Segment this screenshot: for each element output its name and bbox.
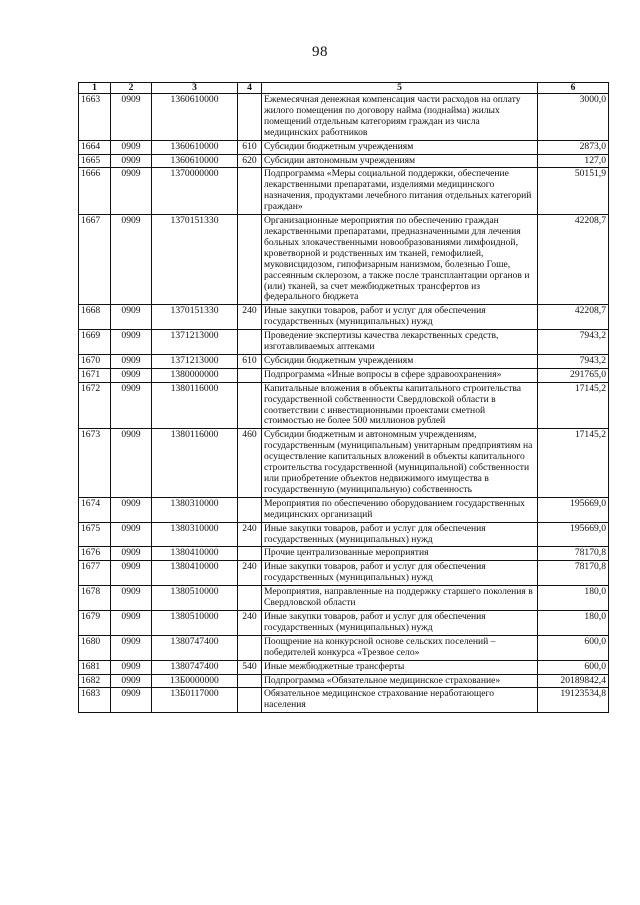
row-number-cell: 1680 — [79, 635, 111, 660]
table-row — [79, 368, 609, 382]
column-header: 6 — [538, 83, 609, 94]
table-row — [79, 168, 609, 215]
page-number: 98 — [312, 44, 328, 60]
amount-cell: 195669,0 — [538, 522, 609, 547]
target-code-cell: 1380116000 — [152, 382, 238, 429]
amount-cell: 600,0 — [538, 660, 609, 674]
amount-cell: 600,0 — [538, 635, 609, 660]
column-header: 1 — [79, 83, 111, 94]
section-code-cell: 0909 — [111, 522, 152, 547]
amount-cell: 78170,8 — [538, 547, 609, 561]
row-number-cell: 1677 — [79, 561, 111, 586]
expense-type-cell: 240 — [238, 305, 262, 330]
section-code-cell: 0909 — [111, 354, 152, 368]
amount-cell: 195669,0 — [538, 497, 609, 522]
item-name-cell: Субсидии автономным учреждениям — [262, 154, 538, 168]
target-code-cell: 1380510000 — [152, 610, 238, 635]
section-code-cell: 0909 — [111, 688, 152, 713]
expense-type-cell: 610 — [238, 140, 262, 154]
item-name-cell: Подпрограмма «Обязательное медицинское страхование» — [262, 674, 538, 688]
budget-table — [78, 82, 609, 713]
target-code-cell: 13Б0000000 — [152, 674, 238, 688]
item-name-cell: Подпрограмма «Иные вопросы в сфере здравоохранения» — [262, 368, 538, 382]
expense-type-cell — [238, 635, 262, 660]
row-number-cell: 1676 — [79, 547, 111, 561]
table-row — [79, 586, 609, 611]
target-code-cell: 1380747400 — [152, 660, 238, 674]
table-row — [79, 354, 609, 368]
expense-type-cell — [238, 382, 262, 429]
row-number-cell: 1666 — [79, 168, 111, 215]
item-name-cell: Обязательное медицинское страхование неработающего населения — [262, 688, 538, 713]
item-name-cell: Мероприятия по обеспечению оборудованием государственных медицинских организаций — [262, 497, 538, 522]
section-code-cell: 0909 — [111, 154, 152, 168]
item-name-cell: Поощрение на конкурсной основе сельских поселений – победителей конкурса «Трезвое село» — [262, 635, 538, 660]
target-code-cell: 1380310000 — [152, 522, 238, 547]
expense-type-cell — [238, 688, 262, 713]
row-number-cell: 1683 — [79, 688, 111, 713]
section-code-cell: 0909 — [111, 94, 152, 141]
item-name-cell: Субсидии бюджетным учреждениям — [262, 354, 538, 368]
expense-type-cell — [238, 547, 262, 561]
target-code-cell: 1370151330 — [152, 305, 238, 330]
amount-cell: 42208,7 — [538, 305, 609, 330]
target-code-cell: 1380510000 — [152, 586, 238, 611]
table-row — [79, 547, 609, 561]
row-number-cell: 1672 — [79, 382, 111, 429]
expense-type-cell: 460 — [238, 429, 262, 497]
item-name-cell: Иные межбюджетные трансферты — [262, 660, 538, 674]
row-number-cell: 1681 — [79, 660, 111, 674]
section-code-cell: 0909 — [111, 674, 152, 688]
amount-cell: 20189842,4 — [538, 674, 609, 688]
row-number-cell: 1663 — [79, 94, 111, 141]
target-code-cell: 1380116000 — [152, 429, 238, 497]
target-code-cell: 1380310000 — [152, 497, 238, 522]
row-number-cell: 1679 — [79, 610, 111, 635]
item-name-cell: Иные закупки товаров, работ и услуг для обеспечения государственных (муниципальных) нужд — [262, 522, 538, 547]
target-code-cell: 1380410000 — [152, 547, 238, 561]
table-row — [79, 94, 609, 141]
expense-type-cell — [238, 330, 262, 355]
expense-type-cell: 240 — [238, 522, 262, 547]
section-code-cell: 0909 — [111, 547, 152, 561]
table-row — [79, 154, 609, 168]
item-name-cell: Ежемесячная денежная компенсация части расходов на оплату жилого помещения по договору найма (поднайма) жилых помещений отдельным категориям граждан из числа медицинских работников — [262, 94, 538, 141]
item-name-cell: Мероприятия, направленные на поддержку старшего поколения в Свердловской области — [262, 586, 538, 611]
section-code-cell: 0909 — [111, 586, 152, 611]
target-code-cell: 1360610000 — [152, 94, 238, 141]
expense-type-cell — [238, 586, 262, 611]
section-code-cell: 0909 — [111, 497, 152, 522]
section-code-cell: 0909 — [111, 330, 152, 355]
amount-cell: 50151,9 — [538, 168, 609, 215]
amount-cell: 180,0 — [538, 586, 609, 611]
section-code-cell: 0909 — [111, 215, 152, 305]
column-header: 3 — [152, 83, 238, 94]
target-code-cell: 1370151330 — [152, 215, 238, 305]
row-number-cell: 1665 — [79, 154, 111, 168]
amount-cell: 78170,8 — [538, 561, 609, 586]
target-code-cell: 1380410000 — [152, 561, 238, 586]
row-number-cell: 1682 — [79, 674, 111, 688]
table-row — [79, 561, 609, 586]
expense-type-cell: 610 — [238, 354, 262, 368]
row-number-cell: 1671 — [79, 368, 111, 382]
amount-cell: 3000,0 — [538, 94, 609, 141]
row-number-cell: 1667 — [79, 215, 111, 305]
row-number-cell: 1675 — [79, 522, 111, 547]
section-code-cell: 0909 — [111, 660, 152, 674]
expense-type-cell — [238, 368, 262, 382]
table-row — [79, 688, 609, 713]
table-row — [79, 635, 609, 660]
target-code-cell: 1371213000 — [152, 354, 238, 368]
table-header-row — [79, 83, 609, 94]
target-code-cell: 1370000000 — [152, 168, 238, 215]
section-code-cell: 0909 — [111, 305, 152, 330]
item-name-cell: Капитальные вложения в объекты капитального строительства государственной собственности Свердловской области в соответствии с инвестиционными проектами сметной стоимостью не более 500 миллионов рублей — [262, 382, 538, 429]
item-name-cell: Проведение экспертизы качества лекарственных средств, изготавливаемых аптеками — [262, 330, 538, 355]
target-code-cell: 1360610000 — [152, 140, 238, 154]
table-row — [79, 610, 609, 635]
item-name-cell: Организационные мероприятия по обеспечению граждан лекарственными препаратами, предназначенными для лечения больных злокачественными новообразованиями лимфоидной, кроветворной и родственных им тканей, гемофилией, муковисцидозом, гипофизарным нанизмом, болезнью Гоше, рассеянным склерозом, а также после трансплантации органов и (или) тканей, за счет межбюджетных трансфертов из федерального бюджета — [262, 215, 538, 305]
item-name-cell: Прочие централизованные мероприятия — [262, 547, 538, 561]
item-name-cell: Субсидии бюджетным и автономным учреждениям, государственным (муниципальным) унитарным предприятиям на осуществление капитальных вложений в объекты капитального строительства государственной (муниципальной) собственности или приобретение объектов недвижимого имущества в государственную (муниципальную) собственность — [262, 429, 538, 497]
expense-type-cell — [238, 215, 262, 305]
expense-type-cell: 620 — [238, 154, 262, 168]
target-code-cell: 13Б0117000 — [152, 688, 238, 713]
row-number-cell: 1678 — [79, 586, 111, 611]
section-code-cell: 0909 — [111, 382, 152, 429]
section-code-cell: 0909 — [111, 140, 152, 154]
amount-cell: 17145,2 — [538, 382, 609, 429]
expense-type-cell: 240 — [238, 610, 262, 635]
amount-cell: 7943,2 — [538, 354, 609, 368]
column-header: 5 — [262, 83, 538, 94]
table-row — [79, 429, 609, 497]
target-code-cell: 1380747400 — [152, 635, 238, 660]
expense-type-cell — [238, 168, 262, 215]
amount-cell: 2873,0 — [538, 140, 609, 154]
expense-type-cell: 240 — [238, 561, 262, 586]
amount-cell: 180,0 — [538, 610, 609, 635]
section-code-cell: 0909 — [111, 561, 152, 586]
section-code-cell: 0909 — [111, 368, 152, 382]
table-row — [79, 330, 609, 355]
expense-type-cell — [238, 674, 262, 688]
amount-cell: 291765,0 — [538, 368, 609, 382]
table-row — [79, 382, 609, 429]
row-number-cell: 1673 — [79, 429, 111, 497]
expense-type-cell — [238, 497, 262, 522]
row-number-cell: 1669 — [79, 330, 111, 355]
amount-cell: 127,0 — [538, 154, 609, 168]
table-row — [79, 497, 609, 522]
section-code-cell: 0909 — [111, 610, 152, 635]
table-row — [79, 305, 609, 330]
table-row — [79, 140, 609, 154]
target-code-cell: 1371213000 — [152, 330, 238, 355]
section-code-cell: 0909 — [111, 429, 152, 497]
section-code-cell: 0909 — [111, 635, 152, 660]
expense-type-cell — [238, 94, 262, 141]
item-name-cell: Иные закупки товаров, работ и услуг для обеспечения государственных (муниципальных) нужд — [262, 561, 538, 586]
table-row — [79, 522, 609, 547]
target-code-cell: 1380000000 — [152, 368, 238, 382]
item-name-cell: Подпрограмма «Меры социальной поддержки, обеспечение лекарственными препаратами, изделиями медицинского назначения, продуктами лечебного питания отдельных категорий граждан» — [262, 168, 538, 215]
table-row — [79, 660, 609, 674]
column-header: 2 — [111, 83, 152, 94]
item-name-cell: Иные закупки товаров, работ и услуг для обеспечения государственных (муниципальных) нужд — [262, 610, 538, 635]
section-code-cell: 0909 — [111, 168, 152, 215]
table-body — [79, 94, 609, 713]
table-row — [79, 674, 609, 688]
amount-cell: 7943,2 — [538, 330, 609, 355]
amount-cell: 42208,7 — [538, 215, 609, 305]
table-row — [79, 215, 609, 305]
column-header: 4 — [238, 83, 262, 94]
row-number-cell: 1668 — [79, 305, 111, 330]
row-number-cell: 1670 — [79, 354, 111, 368]
item-name-cell: Субсидии бюджетным учреждениям — [262, 140, 538, 154]
expense-type-cell: 540 — [238, 660, 262, 674]
item-name-cell: Иные закупки товаров, работ и услуг для обеспечения государственных (муниципальных) нужд — [262, 305, 538, 330]
row-number-cell: 1664 — [79, 140, 111, 154]
row-number-cell: 1674 — [79, 497, 111, 522]
amount-cell: 17145,2 — [538, 429, 609, 497]
amount-cell: 19123534,8 — [538, 688, 609, 713]
target-code-cell: 1360610000 — [152, 154, 238, 168]
